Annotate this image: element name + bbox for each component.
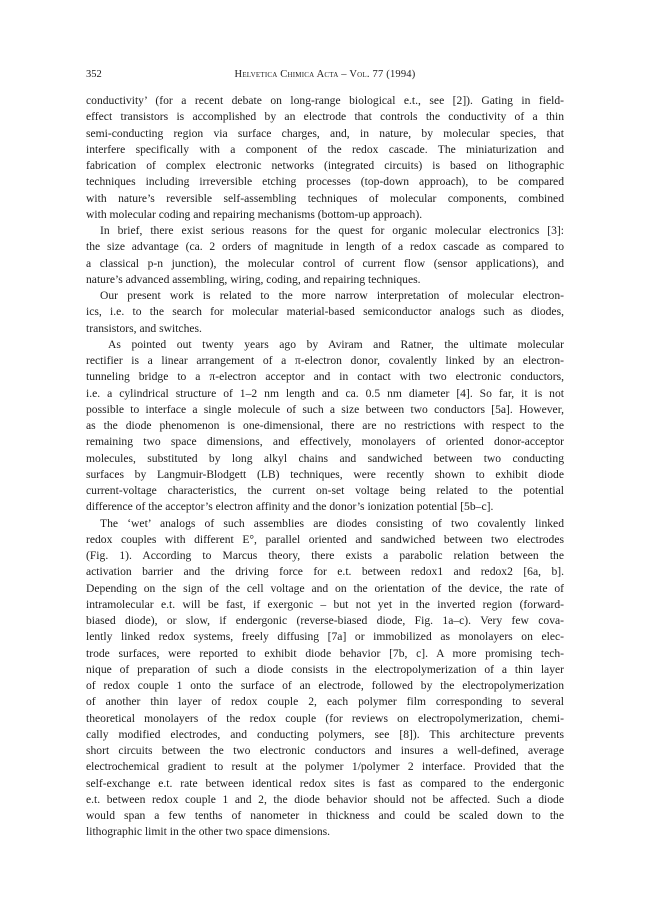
- text-line: as the diode phenomenon is one-dimensional, there are no restrictions with respect to the: [86, 419, 564, 432]
- text-line: of redox couple 1 onto the surface of an electrode, followed by the electropolymerization: [86, 679, 564, 692]
- text-line: lithographic limit in the other two space dimensions.: [86, 825, 331, 839]
- text-line: e.t. between redox couple 1 and 2, the diode behavior should not be affected. Such a diode: [86, 792, 564, 806]
- text-line: fabrication of complex electronic networks (integrated circuits) is based on lithographic: [86, 159, 564, 172]
- text-line: conductivity’ (for a recent debate on long-range biological e.t., see [2]). Gating in field-: [86, 94, 564, 107]
- text-line: techniques including irreversible etching processes (top-down approach), to be compared: [86, 175, 564, 189]
- text-line: The ‘wet’ analogs of such assemblies are diodes consisting of two covalently linked: [100, 516, 564, 530]
- page-number: 352: [86, 69, 102, 80]
- text-line: Depending on the sign of the cell voltage and on the orientation of the device, the rate of: [86, 581, 564, 595]
- running-title: Helvetica Chimica Acta – Vol. 77 (1994): [234, 69, 416, 80]
- text-line: effect transistors is accomplished by an electrode that controls the conductivity of a thin: [86, 110, 564, 124]
- text-line: molecules, substituted by long alkyl chains and sandwiched between two conducting: [86, 451, 564, 465]
- text-line: redox couples with different E°, parallel oriented and sandwiched between two electrodes: [86, 532, 564, 546]
- text-line: the size advantage (ca. 2 orders of magnitude in length of a redox cascade as compared to: [86, 240, 564, 254]
- text-line: trode surfaces, were reported to exhibit diode behavior [7b, c]. A more promising tech-: [86, 646, 564, 660]
- text-line: electrochemical gradient to result at the polymer 1/polymer 2 interface. Provided that the: [86, 760, 564, 774]
- text-line: semi-conducting region via surface charges, and, in nature, by molecular species, that: [86, 126, 564, 140]
- text-line: activation barrier and the driving force for e.t. between redox1 and redox2 [6a, b].: [86, 565, 564, 579]
- text-line: current-voltage characteristics, the current on-set voltage being related to the potential: [86, 484, 564, 497]
- text-line: intramolecular e.t. will be fast, if exergonic – but not yet in the inverted region (forward-: [86, 597, 564, 611]
- text-line: with nature’s reversible self-assembling techniques of molecular components, combined: [86, 191, 564, 205]
- text-line: nature’s advanced assembling, wiring, coding, and repairing techniques.: [86, 272, 421, 286]
- text-line: cally modified electrodes, and conducting polymers, see [8]). This architecture prevents: [86, 727, 564, 741]
- text-line: with molecular coding and repairing mechanisms (bottom-up approach).: [86, 207, 423, 221]
- text-line: difference of the acceptor’s electron affinity and the donor’s ionization potential [5b–c].: [86, 500, 494, 514]
- text-line: biased diode), or slow, if endergonic (reverse-biased diode, Fig. 1a–c). Very few cova-: [86, 614, 564, 627]
- text-line: In brief, there exist serious reasons for the quest for organic molecular electronics [3]:: [100, 224, 564, 237]
- body-text: [86, 93, 564, 841]
- text-line: i.e. a cylindrical structure of 1–2 nm length and ca. 0.5 nm diameter [4]. So far, it is not: [86, 386, 564, 400]
- text-line: (Fig. 1). According to Marcus theory, there exists a parabolic relation between the: [86, 549, 564, 562]
- page-header: [86, 69, 564, 85]
- text-line: remaining two space dimensions, and effectively, monolayers of oriented donor-acceptor: [86, 435, 564, 449]
- text-line: rectifier is a linear arrangement of a π-electron donor, covalently linked by an electron-: [86, 354, 564, 367]
- text-line: possible to interface a single molecule of such a size between two conductors [5a]. However,: [86, 402, 564, 416]
- text-line: surfaces by Langmuir-Blodgett (LB) techniques, were recently shown to exhibit diode: [86, 467, 564, 481]
- text-line: would span a few tenths of nanometer in thickness and could be scaled down to the: [86, 809, 564, 822]
- text-line: tunneling bridge to a π-electron acceptor and in contact with two electronic conductors,: [86, 370, 564, 384]
- text-line: of another thin layer of redox couple 2, each polymer film corresponding to several: [86, 695, 564, 709]
- text-line: Our present work is related to the more narrow interpretation of molecular electron-: [100, 289, 564, 302]
- text-line: As pointed out twenty years ago by Aviram and Ratner, the ultimate molecular: [108, 337, 564, 351]
- text-line: a classical p-n junction), the molecular control of current flow (sensor applications), and: [86, 256, 564, 270]
- text-line: self-exchange e.t. rate between identical redox sites is fast as compared to the endergonic: [86, 776, 564, 790]
- text-line: interfere specifically with a component of the redox cascade. The miniaturization and: [86, 142, 564, 156]
- text-line: transistors, and switches.: [86, 321, 202, 335]
- text-line: short circuits between the two electronic conductors and insures a well-defined, average: [86, 744, 564, 757]
- text-line: theoretical monolayers of the redox couple (for reviews on electropolymerization, chemi-: [86, 711, 564, 725]
- text-line: ics, i.e. to the search for molecular material-based semiconductor analogs such as diodes,: [86, 305, 564, 319]
- text-line: lently linked redox systems, freely diffusing [7a] or immobilized as monolayers on elec-: [86, 630, 564, 644]
- text-line: nique of preparation of such a diode consists in the electropolymerization of a thin layer: [86, 662, 564, 676]
